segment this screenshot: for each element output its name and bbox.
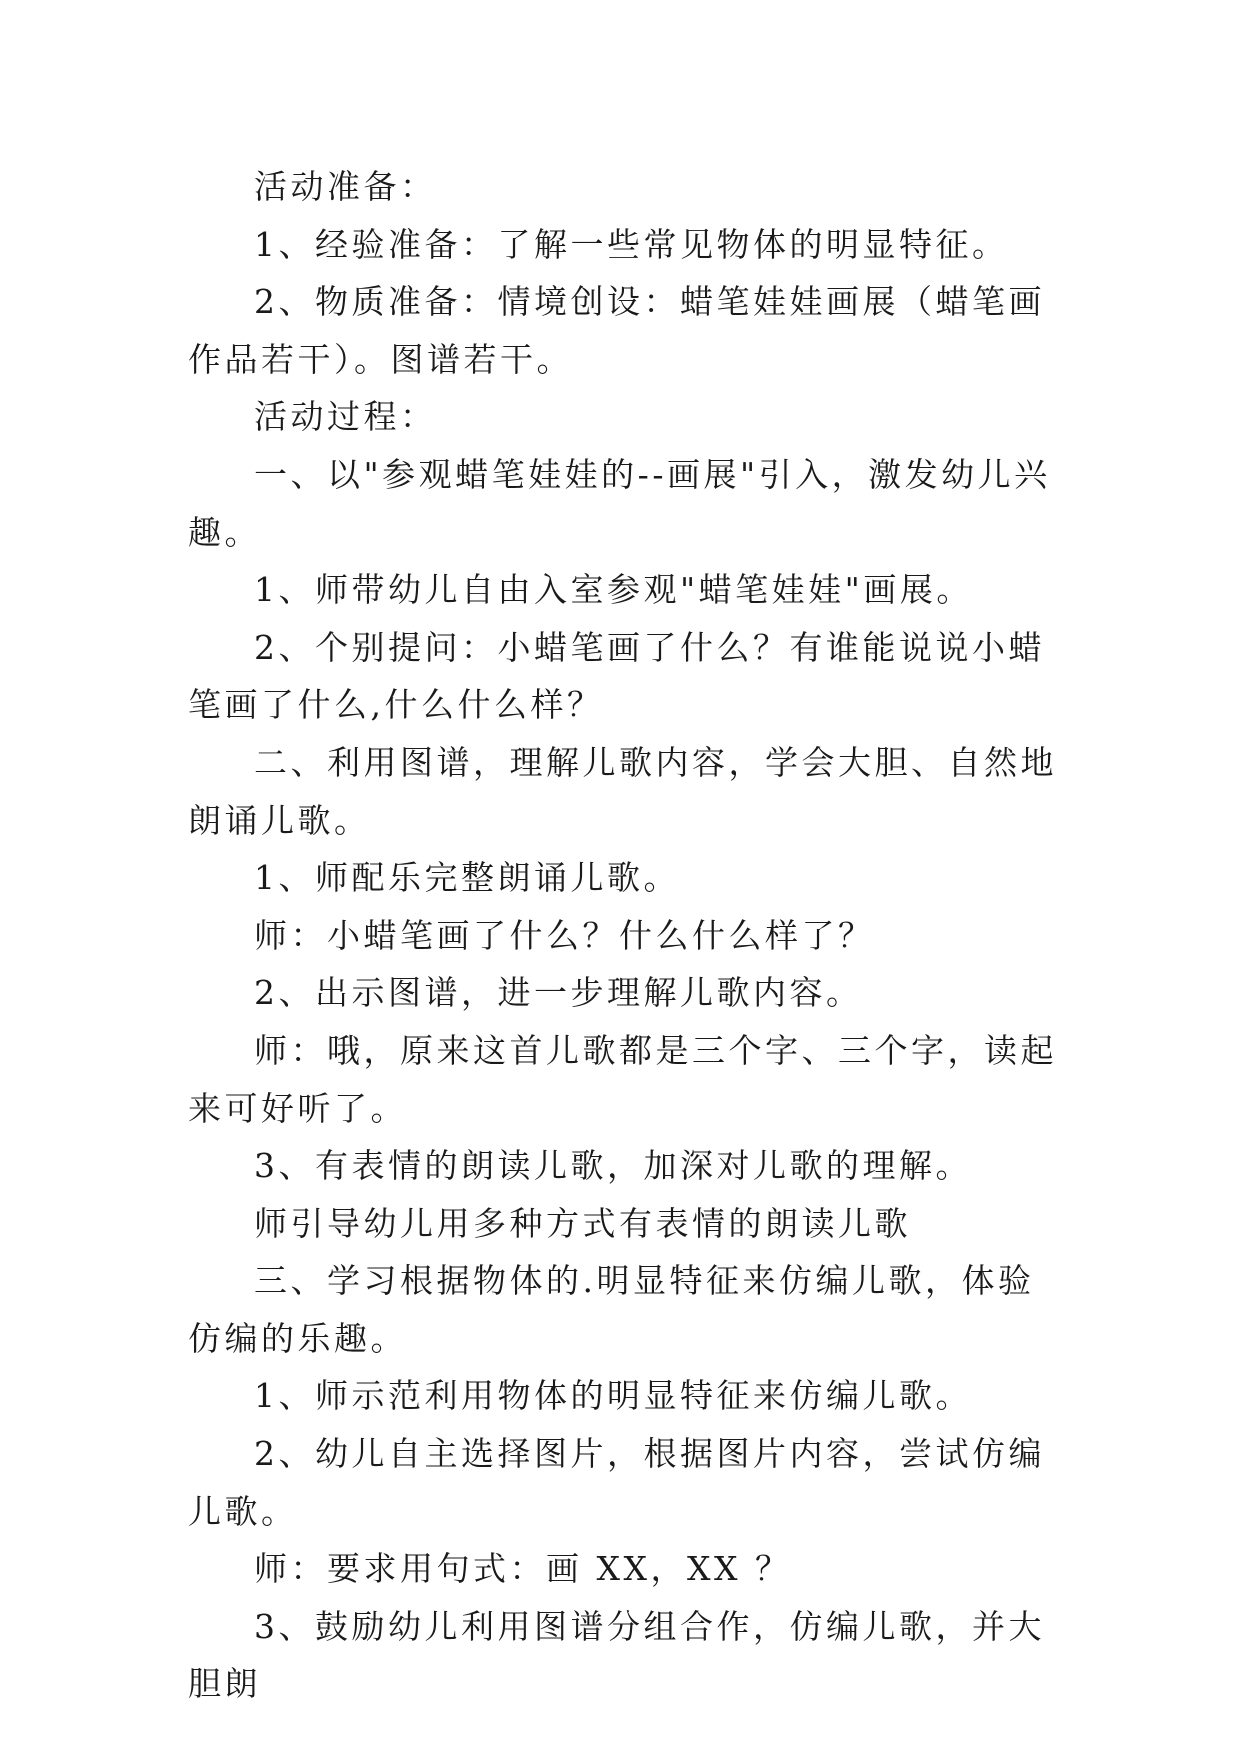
paragraph: 2、出示图谱，进一步理解儿歌内容。 — [254, 973, 863, 1013]
paragraph: 2、个别提问：小蜡笔画了什么？有谁能说说小蜡笔画了什么,什么什么样？ — [188, 627, 1045, 725]
paragraph: 师引导幼儿用多种方式有表情的朗读儿歌 — [254, 1203, 911, 1243]
paragraph: 3、有表情的朗读儿歌，加深对儿歌的理解。 — [254, 1146, 972, 1186]
document-body — [188, 158, 1068, 1713]
paragraph: 3、鼓励幼儿利用图谱分组合作，仿编儿歌，并大胆朗 — [188, 1606, 1045, 1704]
paragraph: 1、经验准备：了解一些常见物体的明显特征。 — [254, 224, 1009, 264]
paragraph: 师：要求用句式：画 XX，XX ？ — [254, 1549, 792, 1589]
paragraph: 一、以"参观蜡笔娃娃的--画展"引入，激发幼儿兴趣。 — [188, 454, 1051, 552]
paragraph: 2、物质准备：情境创设：蜡笔娃娃画展（蜡笔画作品若干）。图谱若干。 — [188, 282, 1045, 379]
paragraph: 1、师示范利用物体的明显特征来仿编儿歌。 — [254, 1376, 972, 1416]
paragraph: 师：哦，原来这首儿歌都是三个字、三个字，读起来可好听了。 — [188, 1030, 1057, 1128]
section-heading-process: 活动过程： — [254, 397, 437, 437]
paragraph: 三、学习根据物体的.明显特征来仿编儿歌，体验仿编的乐趣。 — [188, 1261, 1035, 1358]
section-heading-preparation: 活动准备： — [254, 167, 437, 206]
paragraph: 师：小蜡笔画了什么？什么什么样了？ — [254, 915, 875, 955]
paragraph: 1、师配乐完整朗诵儿歌。 — [254, 858, 680, 898]
paragraph: 1、师带幼儿自由入室参观"蜡笔娃娃"画展。 — [254, 570, 973, 610]
paragraph: 2、幼儿自主选择图片，根据图片内容，尝试仿编儿歌。 — [188, 1434, 1045, 1531]
paragraph: 二、利用图谱，理解儿歌内容，学会大胆、自然地朗诵儿歌。 — [188, 742, 1057, 840]
